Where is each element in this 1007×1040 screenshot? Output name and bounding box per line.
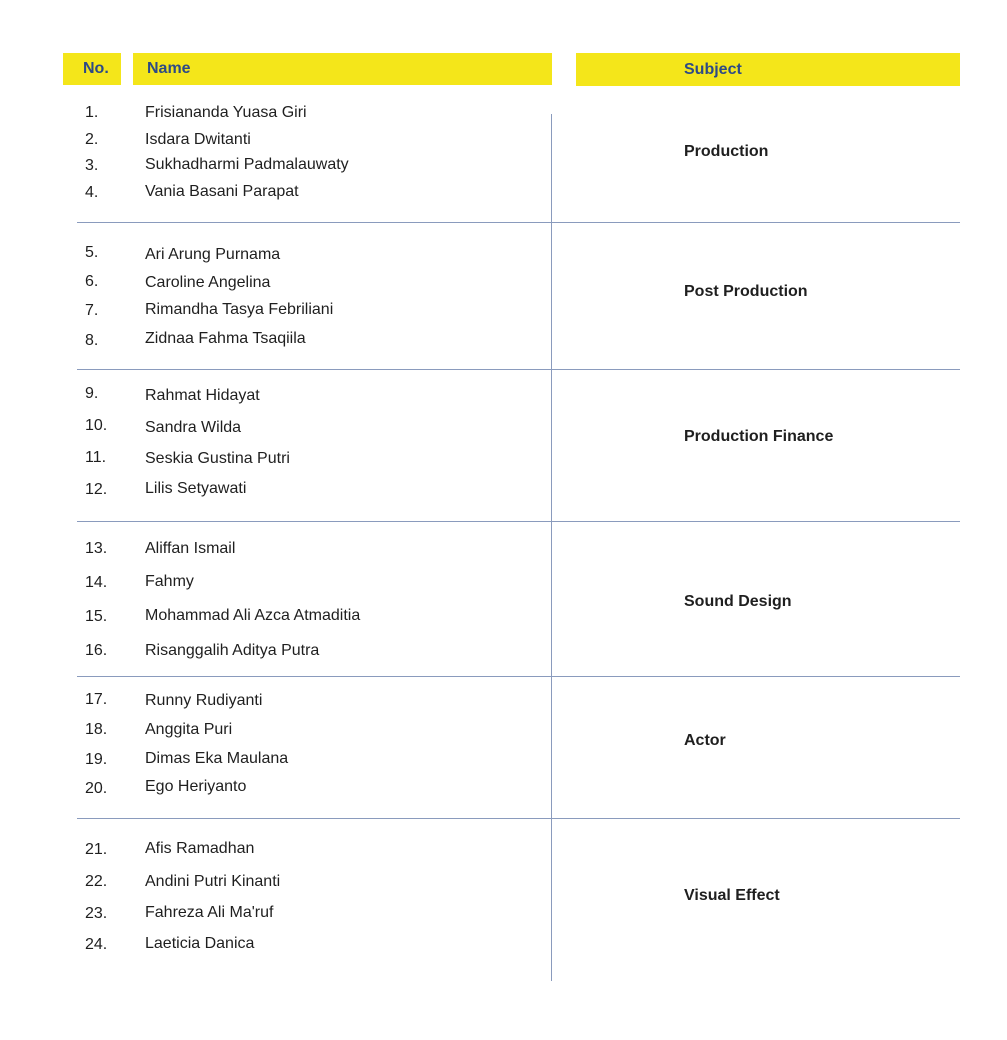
member-name: Andini Putri Kinanti <box>145 873 281 890</box>
row-number: 17. <box>85 691 108 708</box>
row-number: 12. <box>85 481 108 498</box>
header-subject-cell <box>576 53 960 86</box>
header-name-label: Name <box>147 60 191 77</box>
member-name: Vania Basani Parapat <box>145 183 299 200</box>
group-separator <box>77 369 960 370</box>
group-separator <box>77 222 960 223</box>
member-name: Risanggalih Aditya Putra <box>145 642 320 659</box>
row-number: 3. <box>85 157 99 174</box>
member-name: Anggita Puri <box>145 721 233 738</box>
member-name: Laeticia Danica <box>145 935 255 952</box>
row-number: 4. <box>85 184 99 201</box>
member-name: Fahreza Ali Ma'ruf <box>145 904 274 921</box>
row-number: 21. <box>85 841 108 858</box>
member-name: Caroline Angelina <box>145 274 271 291</box>
row-number: 5. <box>85 244 99 261</box>
row-number: 8. <box>85 332 99 349</box>
row-number: 1. <box>85 104 99 121</box>
member-name: Seskia Gustina Putri <box>145 450 290 467</box>
row-number: 23. <box>85 905 108 922</box>
member-name: Sukhadharmi Padmalauwaty <box>145 156 349 173</box>
group-separator <box>77 521 960 522</box>
member-name: Isdara Dwitanti <box>145 131 251 148</box>
member-name: Rahmat Hidayat <box>145 387 260 404</box>
group-separator <box>77 676 960 677</box>
row-number: 7. <box>85 302 99 319</box>
member-name: Zidnaa Fahma Tsaqiila <box>145 330 306 347</box>
member-name: Aliffan Ismail <box>145 540 236 557</box>
row-number: 20. <box>85 780 108 797</box>
member-name: Mohammad Ali Azca Atmaditia <box>145 607 361 624</box>
member-name: Dimas Eka Maulana <box>145 750 289 767</box>
member-name: Afis Ramadhan <box>145 840 255 857</box>
row-number: 22. <box>85 873 108 890</box>
subject-label: Production Finance <box>684 428 834 445</box>
member-name: Frisiananda Yuasa Giri <box>145 104 307 121</box>
row-number: 13. <box>85 540 108 557</box>
header-no-label: No. <box>83 60 109 77</box>
member-name: Rimandha Tasya Febriliani <box>145 301 334 318</box>
row-number: 11. <box>85 449 107 466</box>
member-name: Sandra Wilda <box>145 419 242 436</box>
subject-label: Sound Design <box>684 593 792 610</box>
header-name-cell <box>133 53 552 85</box>
row-number: 24. <box>85 936 108 953</box>
row-number: 14. <box>85 574 108 591</box>
subject-label: Visual Effect <box>684 887 780 904</box>
row-number: 9. <box>85 385 99 402</box>
row-number: 15. <box>85 608 108 625</box>
member-name: Lilis Setyawati <box>145 480 247 497</box>
column-divider <box>551 114 552 981</box>
row-number: 10. <box>85 417 108 434</box>
subject-label: Actor <box>684 732 726 749</box>
row-number: 16. <box>85 642 108 659</box>
group-separator <box>77 818 960 819</box>
subject-label: Production <box>684 143 769 160</box>
member-name: Fahmy <box>145 573 194 590</box>
row-number: 6. <box>85 273 99 290</box>
header-no-cell <box>63 53 121 85</box>
row-number: 18. <box>85 721 108 738</box>
row-number: 2. <box>85 131 99 148</box>
subject-label: Post Production <box>684 283 808 300</box>
header-subject-label: Subject <box>684 61 742 78</box>
member-name: Ari Arung Purnama <box>145 246 281 263</box>
row-number: 19. <box>85 751 108 768</box>
member-name: Ego Heriyanto <box>145 778 247 795</box>
member-name: Runny Rudiyanti <box>145 692 263 709</box>
